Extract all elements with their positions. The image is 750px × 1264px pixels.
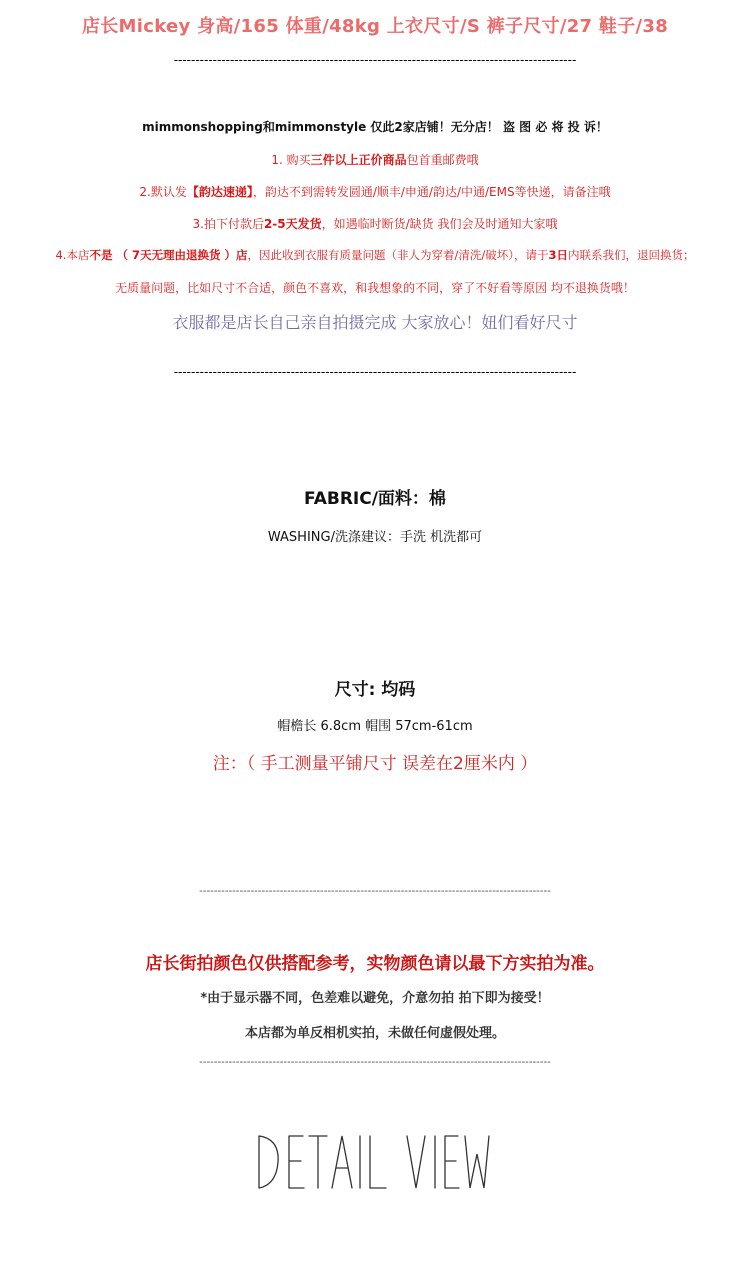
notice-line-2-a: 2.默认发 [139,185,187,199]
notice-line-2 [0,183,750,200]
notice-line-3-c: ，如遇临时断货/缺货 我们会及时通知大家哦 [321,217,558,231]
notice-line-2-c: ，韵达不到需转发圆通/顺丰/申通/韵达/中通/EMS等快递，请备注哦 [252,185,611,199]
notice-line-5: 无质量问题，比如尺寸不合适，颜色不喜欢，和我想象的不同，穿了不好看等原因 均不退换货哦！ [115,281,635,295]
detail-view-lettering [255,1130,495,1194]
notice-line-1-c: 包首重邮费哦 [406,153,479,167]
divider [0,885,750,900]
notice-line-4-e: 内联系我们，退回换货； [568,248,695,262]
color-notice-line-1: *由于显示器不同，色差难以避免，介意勿拍 拍下即为接受！ [200,991,550,1006]
divider: --------------------------------------------------------------------------------------------- [173,364,577,379]
notice-line-3 [0,215,750,232]
notice-line-1-a: 1. 购买 [271,153,311,167]
notice-line-4 [0,247,750,263]
divider-line: ------------------------------------------------------------------------------------------------ [199,885,551,897]
notice-line-1-highlight: 三件以上正价商品 [310,153,407,167]
notice-line-1 [0,151,750,168]
notice-line-4-c: ，因此收到衣服有质量问题（非人为穿着/清洗/破坏），请于 [247,248,549,262]
color-notice-line-2: 本店都为单反相机实拍，未做任何虚假处理。 [244,1026,505,1041]
notice-line-2-highlight: 【韵达速递】 [186,185,253,199]
notice-line-4-days: 3日 [548,248,568,262]
fabric-title: FABRIC/面料：棉 [304,489,446,509]
divider-line: ------------------------------------------------------------------------------------------------ [199,1056,551,1068]
notice-store-line: mimmonshopping和mimmonstyle 仅此2家店铺！无分店！ 盗 图 必 将 投 诉！ [142,120,608,134]
notice-photo-line: 衣服都是店长自己亲自拍摄完成 大家放心！妞们看好尺寸 [172,313,578,332]
notice-line-4-a: 4.本店 [55,248,90,262]
divider: --------------------------------------------------------------------------------------------- [173,52,577,67]
divider [0,1056,750,1071]
washing-instructions: WASHING/洗涤建议：手洗 机洗都可 [267,530,483,545]
notice-line-4-highlight: 不是 （ 7天无理由退换货 ）店 [89,248,248,262]
color-notice-main: 店长街拍颜色仅供搭配参考，实物颜色请以最下方实拍为准。 [145,954,605,974]
shop-owner-info: 店长Mickey 身高/165 体重/48kg 上衣尺寸/S 裤子尺寸/27 鞋子/38 [81,16,669,37]
notice-line-3-a: 3.拍下付款后 [192,217,264,231]
size-title: 尺寸: 均码 [334,680,416,700]
detail-view-heading [0,1130,750,1194]
size-measure-note: 注：（ 手工测量平铺尺寸 误差在2厘米内 ） [212,754,538,774]
size-measurements: 帽檐长 6.8cm 帽围 57cm-61cm [277,719,473,734]
notice-line-3-highlight: 2-5天发货 [263,217,322,231]
